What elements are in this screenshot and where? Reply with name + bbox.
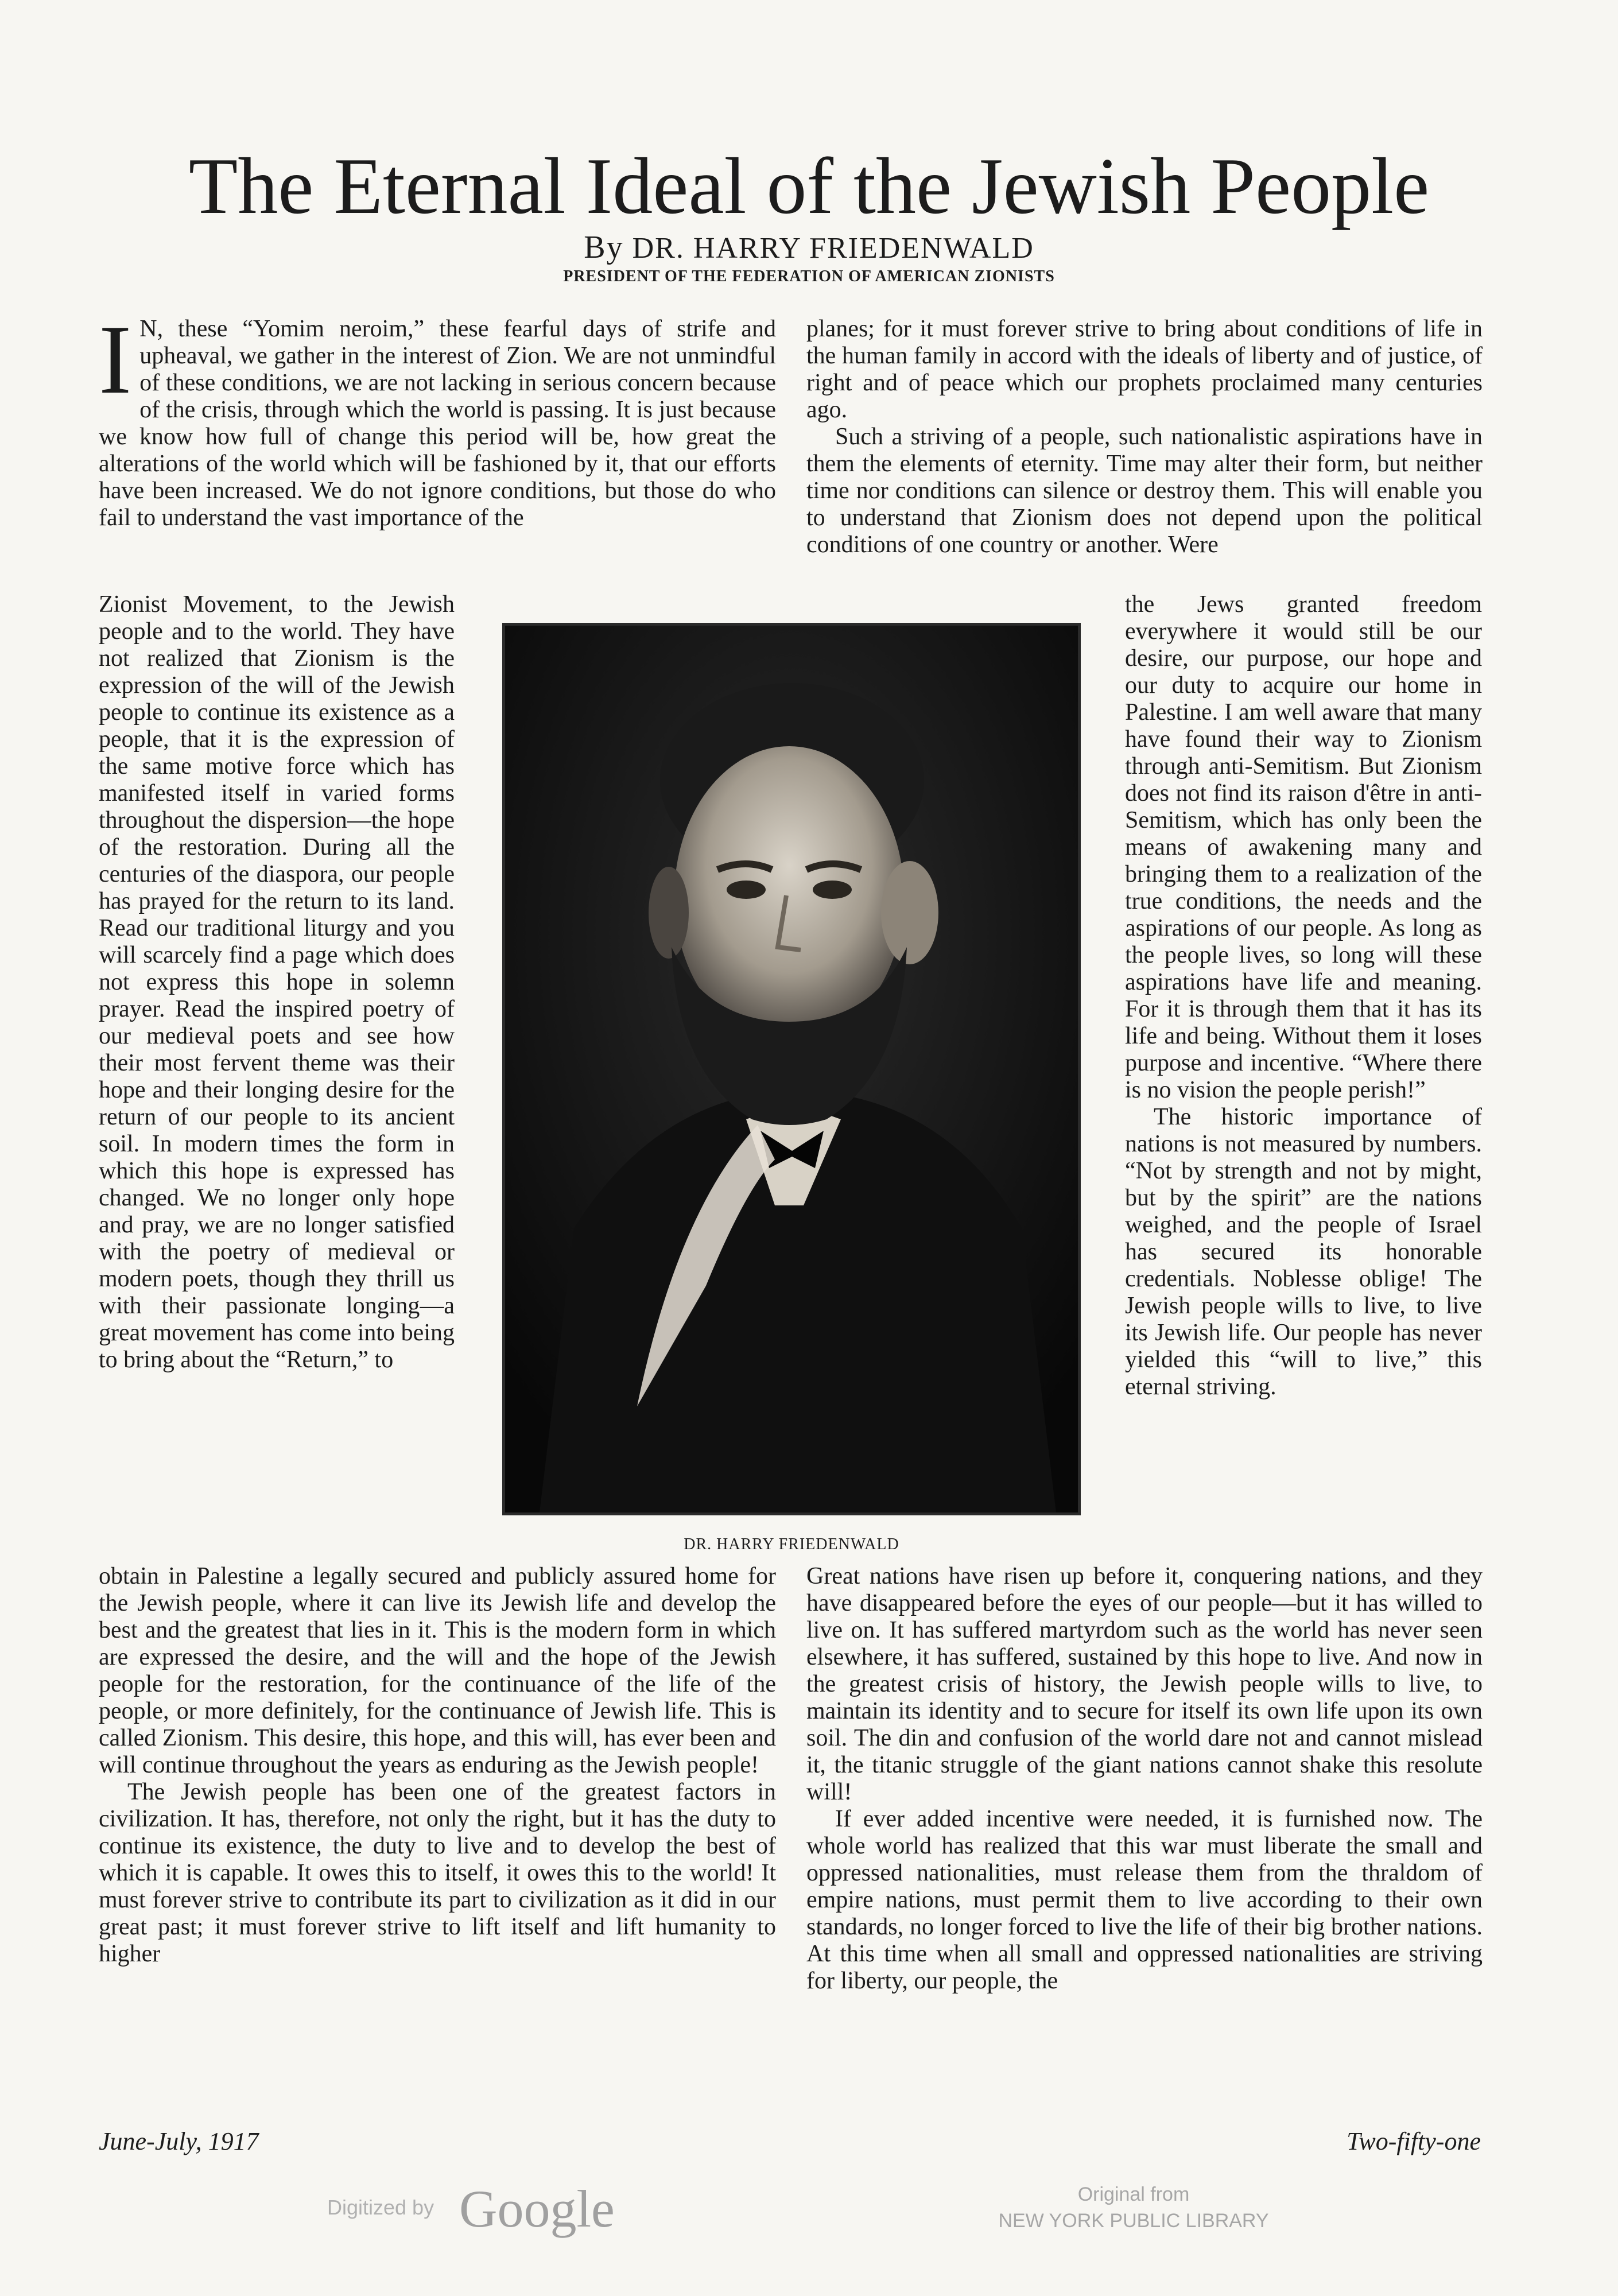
byline [0, 230, 1618, 266]
photo-caption: DR. HARRY FRIEDENWALD [684, 1535, 899, 1553]
right-column-bottom [806, 1563, 1483, 1995]
library-credit-line1: Original from [1077, 2183, 1190, 2205]
page-number: Two-fifty-one [1347, 2127, 1481, 2155]
library-credit-line2: NEW YORK PUBLIC LIBRARY [998, 2210, 1269, 2232]
right-column-top [806, 316, 1483, 559]
drop-cap: I [99, 305, 132, 414]
byline-by: By [584, 230, 624, 265]
digitized-by-label: Digitized by [327, 2196, 434, 2219]
portrait-illustration [505, 626, 1078, 1512]
paragraph: Zionist Movement, to the Jewish people and to the world. They have not realized that Zionism is the expression of the will of the Jewish people to continue its existence as a people, that it is the expression of the same motive force which has manifested itself in varied forms throughout the dispersion—the hope of the restoration. During all the centuries of the diaspora, our people has prayed for the return to its land. Read our traditional liturgy and you will scarcely find a page which does not express this hope in solemn prayer. Read the inspired poetry of our medieval poets and see how their most fervent theme was their hope and their longing desire for the return of our people to its ancient soil. In modern times the form in which this hope is expressed has changed. We no longer only hope and pray, we are no longer satisfied with the poetry of medieval or modern poets, though they thrill us with their passionate longing—a great movement has come into being to bring about the “Return,” to [99, 591, 455, 1373]
paragraph: The Jewish people has been one of the greatest factors in civilization. It has, therefore, not only the right, but it has the duty to continue its existence, the duty to live and to develop the best of which it is capable. It owes this to itself, it owes this to the world! It must forever strive to contribute its part to civilization as it did in our great past; it must forever strive to lift itself and lift humanity to higher [99, 1779, 776, 1967]
paragraph: obtain in Palestine a legally secured and publicly assured home for the Jewish people, where it can live its Jewish life and develop the best and the greatest that lies in it. This is the modern form in which are expressed the desire, and the will and the hope of the Jewish people for the restoration, for the continuance of the life of the people, or more definitely, for the continuance of Jewish life. This is called Zionism. This desire, this hope, and this will, has ever been and will continue throughout the years as enduring as the Jewish people! [99, 1563, 776, 1778]
paragraph: If ever added incentive were needed, it is furnished now. The whole world has realized that this war must liberate the small and oppressed nationalities, must release them from the thraldom of empire nations, must permit them to live according to their own standards, no longer forced to live the life of their big brother nations. At this time when all small and oppressed nationalities are striving for liberty, our people, the [806, 1806, 1483, 1994]
author-name: DR. HARRY FRIEDENWALD [632, 232, 1034, 265]
paragraph: Such a striving of a people, such nationalistic aspirations have in them the elements of eternity. Time may alter their form, but neither time nor conditions can silence or destroy them. This will enable you to understand that Zionism does not depend upon the political conditions of one country or another. Were [806, 424, 1483, 558]
library-credit [976, 2181, 1291, 2234]
paragraph: Great nations have risen up before it, conquering nations, and they have disappeared before the eyes of our people—but it has willed to live on. It has suffered martyrdom such as the world has never seen elsewhere, it has suffered, sustained by this hope to live. And now in the greatest crisis of history, the Jewish people wills to live, to maintain its identity and to secure for itself its own life upon its own soil. The din and confusion of the world dare not and cannot mislead it, the titanic struggle of the giant nations cannot shake this resolute will! [806, 1563, 1483, 1805]
left-column-bottom [99, 1563, 776, 1968]
paragraph: planes; for it must forever strive to bring about conditions of life in the human family in accord with the ideals of liberty and of justice, of right and of peace which our prophets proclaimed many centuries ago. [806, 316, 1483, 423]
left-column-top [99, 305, 776, 532]
paragraph-opening: N, these “Yomim neroim,” these fearful days of strife and upheaval, we gather in the interest of Zion. We are not unmindful of these conditions, we are not lacking in serious concern because of the crisis, through which the world is passing. It is just because we know how full of change this period will be, how great the alterations of the world which will be fashioned by it, that our efforts have been increased. We do not ignore conditions, but those do who fail to understand the vast importance of the [99, 316, 776, 531]
right-column-middle [1125, 591, 1482, 1401]
article-title: The Eternal Ideal of the Jewish People [188, 142, 1430, 231]
portrait-photo [502, 623, 1081, 1515]
paragraph: The historic importance of nations is not measured by numbers. “Not by strength and not by might, but by the spirit” are the nations weighed, and the people of Israel has secured its honorable credentials. Noblesse oblige! The Jewish people wills to live, to live its Jewish life. Our people has never yielded this “will to live,” this eternal striving. [1125, 1104, 1482, 1400]
issue-date: June-July, 1917 [99, 2127, 259, 2155]
google-logo: Google [459, 2179, 615, 2238]
paragraph: the Jews granted freedom everywhere it would still be our desire, our purpose, our hope and our duty to acquire our home in Palestine. I am well aware that many have found their way to Zionism through anti-Semitism. But Zionism does not find its raison d'être in anti-Semitism, which has only been the means of awakening many and bringing them to a realization of the true conditions, the needs and the aspirations of our people. As long as the people lives, so long will these aspirations have life and meaning. For it is through them that it has its life and being. Without them it loses purpose and incentive. “Where there is no vision the people perish!” [1125, 591, 1482, 1103]
left-column-middle [99, 591, 455, 1374]
author-subtitle: PRESIDENT OF THE FEDERATION OF AMERICAN ZIONISTS [563, 267, 1055, 285]
